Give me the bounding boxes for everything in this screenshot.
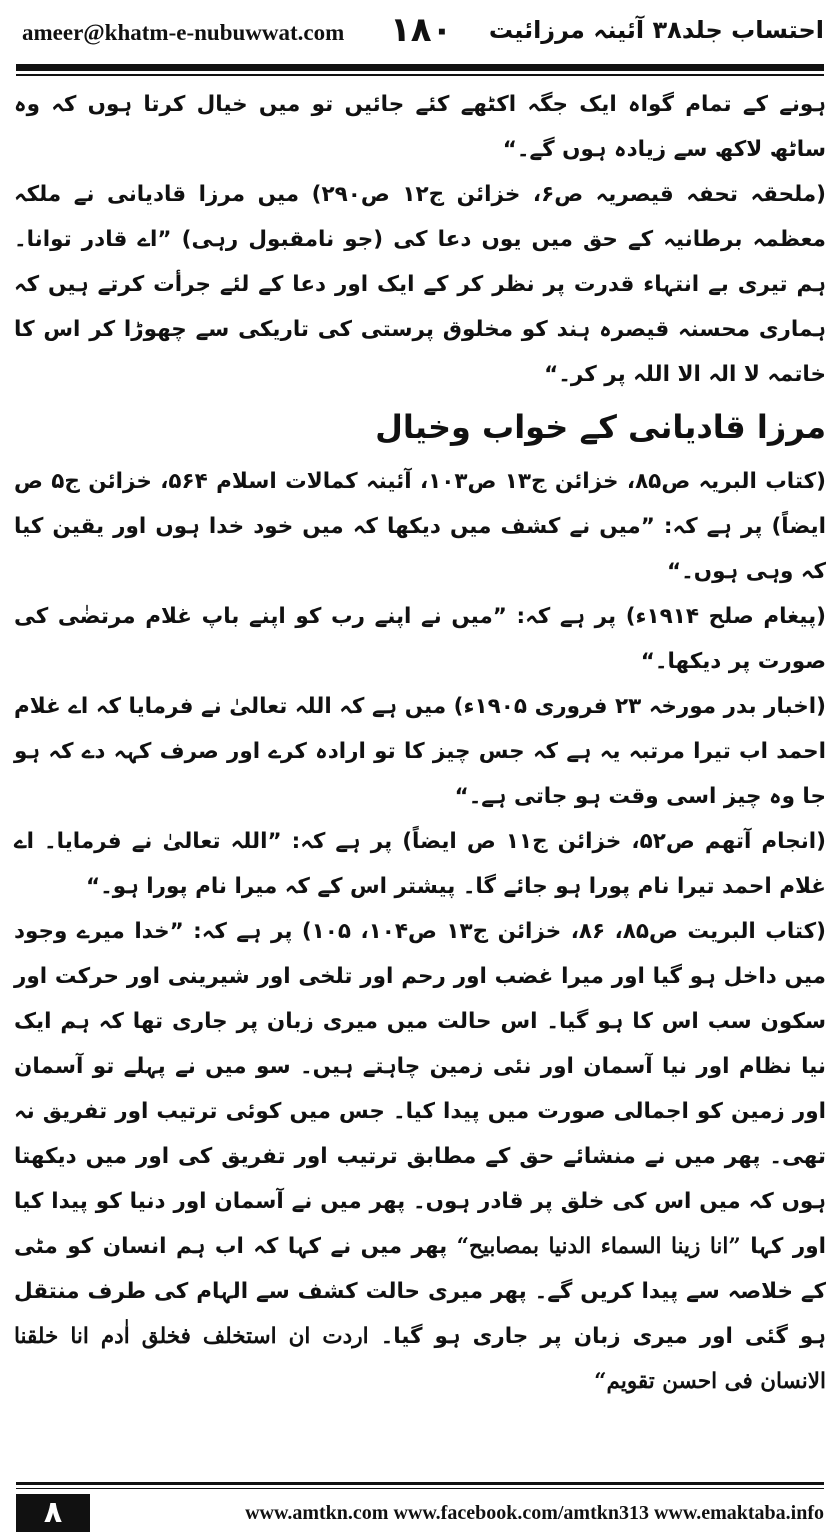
footer-rule-thick <box>16 1482 824 1485</box>
page-header <box>12 8 828 58</box>
footer-page-box: ٨ <box>16 1494 90 1532</box>
paragraph-7 <box>14 909 826 1404</box>
paragraph-5: (اخبار بدر مورخہ ۲۳ فروری ۱۹۰۵ء) میں ہے کہ اللہ تعالیٰ نے فرمایا کہ اے غلام احمد اب تیرا مرتبہ یہ ہے کہ جس چیز کا تو ارادہ کرے اور صرف کہہ دے کہ ہو جا وہ چیز اسی وقت ہو جاتی ہے۔“ <box>14 694 826 809</box>
arabic-quote-1: ”انا زینا السماء الدنیا بمصابیح“ <box>456 1234 741 1259</box>
header-email[interactable]: ameer@khatm-e-nubuwwat.com <box>22 20 345 45</box>
page-body <box>14 82 826 1478</box>
page-footer <box>16 1482 824 1534</box>
paragraph-7-text: (کتاب البریت ص۸۵، ۸۶، خزائن ج۱۳ ص۱۰۴، ۱۰۵) پر ہے کہ: ”خدا میرے وجود میں داخل ہو گیا اور میرا غضب اور رحم اور تلخی اور شیرینی اور حرکت اور سکون سب اس کا ہو گیا۔ اس حالت میں میری زبان پر جاری تھا کہ ہم ایک نیا نظام اور نیا آسمان اور نئی زمین چاہتے ہیں۔ سو میں نے پہلے تو آسمان اور زمین کو اجمالی صورت میں پیدا کیا۔ جس میں کوئی ترتیب اور تفریق نہ تھی۔ پھر میں نے منشائے حق کے مطابق ترتیب اور تفریق کی اور میں دیکھتا ہوں کہ میں اس کی خلق پر قادر ہوں۔ پھر میں نے آسمان اور دنیا کو پیدا کیا اور کہا <box>14 919 826 1259</box>
footer-links[interactable]: www.amtkn.com www.facebook.com/amtkn313 www.emaktaba.info <box>245 1502 824 1524</box>
paragraph-4: (پیغام صلح ۱۹۱۴ء) پر ہے کہ: ”میں نے اپنے رب کو اپنے باپ غلام مرتضٰی کی صورت پر دیکھا۔“ <box>14 604 826 674</box>
paragraph-6: (انجام آتھم ص۵۲، خزائن ج۱۱ ص ایضاً) پر ہے کہ: ”اللہ تعالیٰ نے فرمایا۔ اے غلام احمد تیرا نام پورا ہو جائے گا۔ پیشتر اس کے کہ میرا نام پورا ہو۔“ <box>14 829 826 899</box>
paragraph-3: (کتاب البریہ ص۸۵، خزائن ج۱۳ ص۱۰۳، آئینہ کمالات اسلام ۵۶۴، خزائن ج۵ ص ایضاً) پر ہے کہ: ”میں نے کشف میں دیکھا کہ میں خود خدا ہوں اور یقین کیا کہ وہی ہوں۔“ <box>14 469 826 584</box>
header-rule-thin <box>16 74 824 76</box>
footer-rule-thin <box>16 1488 824 1489</box>
paragraph-2: (ملحقہ تحفہ قیصریہ ص۶، خزائن ج۱۲ ص۲۹۰) میں مرزا قادیانی نے ملکہ معظمہ برطانیہ کے حق میں یوں دعا کی (جو نامقبول رہی) ”اے قادر توانا۔ ہم تیری بے انتہاء قدرت پر نظر کر کے ایک اور دعا کے لئے جرأت کرتے ہیں کہ ہماری محسنہ قیصرہ ہند کو مخلوق پرستی کی تاریکی سے چھوڑا کر اس کا خاتمہ لا الہ الا اللہ پر کر۔“ <box>14 182 826 387</box>
header-book-title: احتساب جلد۳۸ آئینہ مرزائیت <box>488 16 824 44</box>
header-rule-thick <box>16 64 824 71</box>
paragraph-7-continued: پھر میں نے کہا کہ اب ہم انسان کو مٹی کے خلاصہ سے پیدا کریں گے۔ پھر میری حالت کشف سے الہام کی طرف منتقل ہو گئی اور میری زبان پر جاری ہو گیا۔ <box>14 1234 826 1349</box>
arabic-quote-2: اردت ان استخلف فخلق اٰدم انا خلقنا الانسان فی احسن تقویم“ <box>14 1324 826 1394</box>
section-heading: مرزا قادیانی کے خواب وخیال <box>375 408 826 446</box>
paragraph-1: ہونے کے تمام گواہ ایک جگہ اکٹھے کئے جائیں تو میں خیال کرتا ہوں کہ وہ ساٹھ لاکھ سے زیادہ ہوں گے۔“ <box>14 92 826 162</box>
header-page-number: ١٨٠ <box>390 10 453 50</box>
